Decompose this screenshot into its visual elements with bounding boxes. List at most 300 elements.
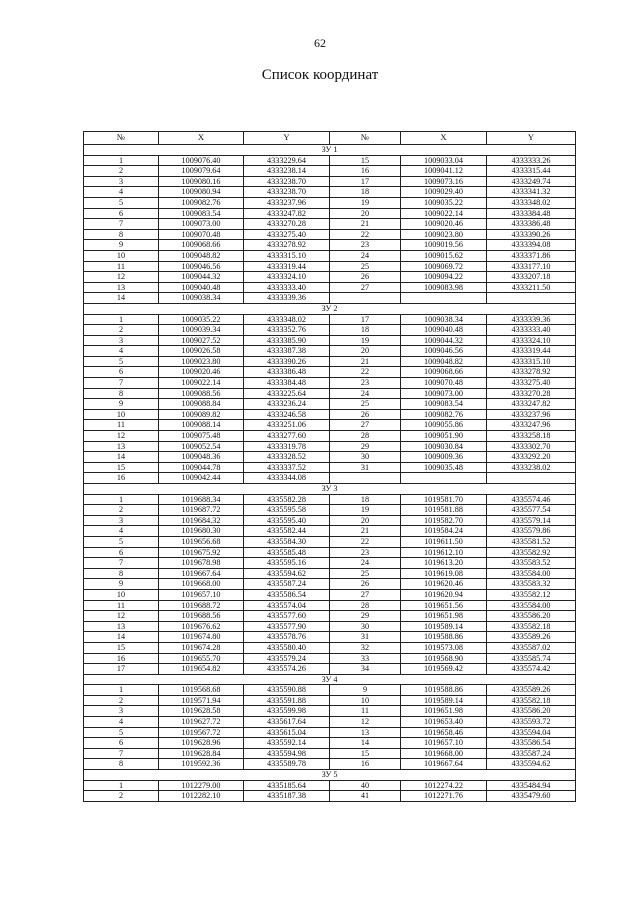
- table-row: [84, 473, 576, 484]
- y-left: 4333390.26: [244, 356, 330, 367]
- x-left: 1009088.14: [159, 420, 244, 431]
- y-left: 4333236.24: [244, 399, 330, 410]
- x-right: 1019651.56: [401, 600, 487, 611]
- y-left: 4333270.28: [244, 219, 330, 230]
- point-num-left: 11: [84, 420, 159, 431]
- table-row: [84, 272, 576, 283]
- x-left: 1019654.82: [159, 664, 244, 675]
- point-num-left: 7: [84, 219, 159, 230]
- coordinates-table: [83, 131, 576, 802]
- table-row: [84, 695, 576, 706]
- y-left: 4333275.40: [244, 229, 330, 240]
- x-right: 1019573.08: [401, 642, 487, 653]
- point-num-left: 9: [84, 399, 159, 410]
- y-left: 4333237.96: [244, 197, 330, 208]
- point-num-right: 26: [330, 579, 401, 590]
- y-right: 4335577.54: [487, 505, 576, 516]
- x-right: 1009083.98: [401, 282, 487, 293]
- y-left: 4333384.48: [244, 378, 330, 389]
- table-row: [84, 526, 576, 537]
- x-right: 1009069.72: [401, 261, 487, 272]
- y-right: 4335584.00: [487, 600, 576, 611]
- y-left: 4335585.48: [244, 547, 330, 558]
- table-row: [84, 229, 576, 240]
- y-right: 4333333.40: [487, 325, 576, 336]
- y-right: 4335587.24: [487, 748, 576, 759]
- x-right: 1019582.70: [401, 515, 487, 526]
- y-right: 4333211.50: [487, 282, 576, 293]
- x-left: 1019571.94: [159, 695, 244, 706]
- y-right: 4333384.48: [487, 208, 576, 219]
- y-left: 4335615.04: [244, 727, 330, 738]
- table-row: [84, 335, 576, 346]
- table-row: [84, 632, 576, 643]
- x-right: 1009044.32: [401, 335, 487, 346]
- x-left: 1009052.54: [159, 441, 244, 452]
- point-num-left: 13: [84, 441, 159, 452]
- table-row: [84, 325, 576, 336]
- table-row: [84, 282, 576, 293]
- y-left: 4333337.52: [244, 462, 330, 473]
- y-left: 4335617.64: [244, 717, 330, 728]
- x-right: 1009038.34: [401, 314, 487, 325]
- point-num-left: 11: [84, 600, 159, 611]
- y-right: 4333258.18: [487, 431, 576, 442]
- y-left: 4335577.90: [244, 621, 330, 632]
- table-row: [84, 197, 576, 208]
- x-left: 1009027.52: [159, 335, 244, 346]
- table-row: [84, 293, 576, 304]
- y-left: 4335574.04: [244, 600, 330, 611]
- point-num-left: 7: [84, 378, 159, 389]
- point-num-right: 14: [330, 738, 401, 749]
- x-left: 1009079.64: [159, 166, 244, 177]
- point-num-right: 30: [330, 621, 401, 632]
- point-num-left: 14: [84, 452, 159, 463]
- x-right: 1009035.48: [401, 462, 487, 473]
- table-row: [84, 388, 576, 399]
- y-left: 4335580.40: [244, 642, 330, 653]
- x-right: 1019611.50: [401, 536, 487, 547]
- point-num-right: 24: [330, 558, 401, 569]
- y-right: 4335587.02: [487, 642, 576, 653]
- x-right: 1019668.00: [401, 748, 487, 759]
- section-header-row: [84, 145, 576, 156]
- y-right: 4335579.86: [487, 526, 576, 537]
- y-right: 4335574.42: [487, 664, 576, 675]
- point-num-left: 2: [84, 791, 159, 802]
- x-left: 1009083.54: [159, 208, 244, 219]
- page-title: Список координат: [261, 67, 379, 83]
- y-left: 4335594.98: [244, 748, 330, 759]
- y-right: 4333302.70: [487, 441, 576, 452]
- y-left: 4335185.64: [244, 780, 330, 791]
- point-num-right: 20: [330, 346, 401, 357]
- x-left: 1019627.72: [159, 717, 244, 728]
- y-right: 4335594.04: [487, 727, 576, 738]
- point-num-right: 34: [330, 664, 401, 675]
- point-num-left: 1: [84, 780, 159, 791]
- table-row: [84, 791, 576, 802]
- section-header-row: [84, 484, 576, 495]
- x-right: 1019651.98: [401, 706, 487, 717]
- y-right: 4335581.52: [487, 536, 576, 547]
- table-row: [84, 536, 576, 547]
- table-row: [84, 176, 576, 187]
- point-num-left: 3: [84, 335, 159, 346]
- y-left: 4335595.58: [244, 505, 330, 516]
- point-num-right: [330, 473, 401, 484]
- x-right: 1009040.48: [401, 325, 487, 336]
- x-left: 1019674.80: [159, 632, 244, 643]
- table-row: [84, 378, 576, 389]
- point-num-right: 10: [330, 695, 401, 706]
- x-right: 1019589.14: [401, 695, 487, 706]
- table-row: [84, 600, 576, 611]
- x-right: 1009033.04: [401, 155, 487, 166]
- point-num-right: 32: [330, 642, 401, 653]
- x-left: 1019657.10: [159, 589, 244, 600]
- point-num-right: 23: [330, 240, 401, 251]
- table-row: [84, 166, 576, 177]
- point-num-left: 7: [84, 558, 159, 569]
- y-right: 4335586.54: [487, 738, 576, 749]
- x-left: 1019668.00: [159, 579, 244, 590]
- point-num-right: 23: [330, 547, 401, 558]
- table-row: [84, 748, 576, 759]
- y-right: 4333319.44: [487, 346, 576, 357]
- x-left: 1019687.72: [159, 505, 244, 516]
- x-right: 1019653.40: [401, 717, 487, 728]
- table-row: [84, 547, 576, 558]
- table-row: [84, 356, 576, 367]
- x-right: 1009070.48: [401, 378, 487, 389]
- x-right: 1009041.12: [401, 166, 487, 177]
- x-left: 1009026.58: [159, 346, 244, 357]
- table-row: [84, 452, 576, 463]
- point-num-left: 4: [84, 717, 159, 728]
- y-right: 4333238.02: [487, 462, 576, 473]
- table-header-row: [84, 132, 576, 145]
- table-row: [84, 621, 576, 632]
- y-right: 4335582.18: [487, 695, 576, 706]
- x-right: 1019581.70: [401, 494, 487, 505]
- header-num-left: №: [84, 132, 159, 145]
- x-left: 1009020.46: [159, 367, 244, 378]
- y-right: 4333386.48: [487, 219, 576, 230]
- x-left: 1019680.30: [159, 526, 244, 537]
- y-left: 4335587.24: [244, 579, 330, 590]
- table-row: [84, 727, 576, 738]
- point-num-right: 22: [330, 229, 401, 240]
- y-right: 4333292.20: [487, 452, 576, 463]
- y-right: 4333275.40: [487, 378, 576, 389]
- x-right: 1019612.10: [401, 547, 487, 558]
- x-right: 1019667.64: [401, 759, 487, 770]
- x-left: 1009068.66: [159, 240, 244, 251]
- table-row: [84, 250, 576, 261]
- y-right: 4333247.82: [487, 399, 576, 410]
- y-right: 4335585.74: [487, 653, 576, 664]
- table-row: [84, 589, 576, 600]
- table-row: [84, 759, 576, 770]
- x-left: 1009048.82: [159, 250, 244, 261]
- x-right: 1009082.76: [401, 409, 487, 420]
- point-num-right: 41: [330, 791, 401, 802]
- y-right: 4335584.00: [487, 568, 576, 579]
- x-left: 1019688.34: [159, 494, 244, 505]
- table-row: [84, 494, 576, 505]
- point-num-right: 11: [330, 706, 401, 717]
- point-num-right: 40: [330, 780, 401, 791]
- table-row: [84, 780, 576, 791]
- header-y-left: Y: [244, 132, 330, 145]
- point-num-right: 21: [330, 219, 401, 230]
- y-left: 4335577.60: [244, 611, 330, 622]
- x-right: 1019569.42: [401, 664, 487, 675]
- point-num-left: 13: [84, 621, 159, 632]
- y-left: 4333229.64: [244, 155, 330, 166]
- y-right: 4333333.26: [487, 155, 576, 166]
- section-label: ЗУ 3: [84, 484, 576, 495]
- y-right: 4335579.14: [487, 515, 576, 526]
- y-left: 4333324.10: [244, 272, 330, 283]
- x-left: 1009035.22: [159, 314, 244, 325]
- point-num-left: 10: [84, 250, 159, 261]
- x-left: 1009044.32: [159, 272, 244, 283]
- table-row: [84, 187, 576, 198]
- y-left: 4335595.40: [244, 515, 330, 526]
- y-left: 4333246.58: [244, 409, 330, 420]
- x-left: 1012279.00: [159, 780, 244, 791]
- section-label: ЗУ 2: [84, 303, 576, 314]
- point-num-left: 1: [84, 494, 159, 505]
- point-num-right: 31: [330, 632, 401, 643]
- point-num-left: 17: [84, 664, 159, 675]
- point-num-left: 14: [84, 632, 159, 643]
- y-left: 4333319.44: [244, 261, 330, 272]
- header-y-right: Y: [487, 132, 576, 145]
- x-right: [401, 473, 487, 484]
- point-num-right: 27: [330, 420, 401, 431]
- x-right: 1009068.66: [401, 367, 487, 378]
- y-left: 4335586.54: [244, 589, 330, 600]
- x-left: 1019688.72: [159, 600, 244, 611]
- x-right: 1019589.14: [401, 621, 487, 632]
- x-right: 1019568.90: [401, 653, 487, 664]
- table-row: [84, 568, 576, 579]
- point-num-left: 8: [84, 229, 159, 240]
- point-num-left: 15: [84, 462, 159, 473]
- y-right: [487, 293, 576, 304]
- point-num-right: 16: [330, 759, 401, 770]
- x-right: 1012274.22: [401, 780, 487, 791]
- point-num-right: 27: [330, 589, 401, 600]
- y-left: 4335187.38: [244, 791, 330, 802]
- x-right: 1009030.84: [401, 441, 487, 452]
- table-row: [84, 653, 576, 664]
- point-num-right: 26: [330, 272, 401, 283]
- x-right: 1019581.88: [401, 505, 487, 516]
- point-num-left: 6: [84, 367, 159, 378]
- point-num-right: 13: [330, 727, 401, 738]
- point-num-left: 1: [84, 155, 159, 166]
- y-right: 4333341.32: [487, 187, 576, 198]
- point-num-right: 28: [330, 600, 401, 611]
- x-left: 1009088.84: [159, 399, 244, 410]
- x-right: 1009051.90: [401, 431, 487, 442]
- y-right: 4335582.92: [487, 547, 576, 558]
- point-num-left: 15: [84, 642, 159, 653]
- point-num-right: 17: [330, 314, 401, 325]
- point-num-right: 20: [330, 208, 401, 219]
- table-row: [84, 219, 576, 230]
- y-right: [487, 473, 576, 484]
- y-right: 4333247.96: [487, 420, 576, 431]
- x-left: 1009048.36: [159, 452, 244, 463]
- x-right: 1019588.86: [401, 685, 487, 696]
- y-left: 4333225.64: [244, 388, 330, 399]
- point-num-right: 16: [330, 166, 401, 177]
- point-num-right: 21: [330, 356, 401, 367]
- y-right: 4335479.60: [487, 791, 576, 802]
- header-x-right: X: [401, 132, 487, 145]
- y-left: 4335582.28: [244, 494, 330, 505]
- point-num-right: 24: [330, 388, 401, 399]
- x-right: 1009029.40: [401, 187, 487, 198]
- y-left: 4335579.24: [244, 653, 330, 664]
- table-row: [84, 515, 576, 526]
- point-num-left: 9: [84, 240, 159, 251]
- y-left: 4333348.02: [244, 314, 330, 325]
- x-left: 1012282.10: [159, 791, 244, 802]
- x-right: 1019613.20: [401, 558, 487, 569]
- y-right: 4333339.36: [487, 314, 576, 325]
- point-num-left: 4: [84, 526, 159, 537]
- x-left: 1009046.56: [159, 261, 244, 272]
- x-right: 1009073.16: [401, 176, 487, 187]
- y-right: 4333390.26: [487, 229, 576, 240]
- point-num-right: 25: [330, 568, 401, 579]
- y-right: 4335583.32: [487, 579, 576, 590]
- point-num-left: 1: [84, 685, 159, 696]
- y-right: 4335586.20: [487, 706, 576, 717]
- x-left: 1019688.56: [159, 611, 244, 622]
- x-left: 1019567.72: [159, 727, 244, 738]
- page-number: 62: [314, 36, 326, 50]
- y-left: 4335599.98: [244, 706, 330, 717]
- point-num-left: 5: [84, 536, 159, 547]
- section-header-row: [84, 770, 576, 781]
- y-left: 4333328.52: [244, 452, 330, 463]
- point-num-left: 2: [84, 505, 159, 516]
- x-right: 1019584.24: [401, 526, 487, 537]
- x-left: 1009039.34: [159, 325, 244, 336]
- table-row: [84, 505, 576, 516]
- y-right: 4333278.92: [487, 367, 576, 378]
- table-row: [84, 314, 576, 325]
- x-left: 1019676.62: [159, 621, 244, 632]
- x-left: 1009038.34: [159, 293, 244, 304]
- y-right: 4335589.26: [487, 632, 576, 643]
- point-num-right: 22: [330, 536, 401, 547]
- x-right: 1009009.36: [401, 452, 487, 463]
- point-num-left: 9: [84, 579, 159, 590]
- x-left: 1009080.16: [159, 176, 244, 187]
- x-right: 1019651.98: [401, 611, 487, 622]
- table-row: [84, 431, 576, 442]
- point-num-left: 3: [84, 176, 159, 187]
- x-right: 1009083.54: [401, 399, 487, 410]
- table-row: [84, 261, 576, 272]
- y-right: 4335582.18: [487, 621, 576, 632]
- table-row: [84, 462, 576, 473]
- y-right: 4335589.26: [487, 685, 576, 696]
- table-row: [84, 664, 576, 675]
- x-left: 1009070.48: [159, 229, 244, 240]
- y-left: 4333238.70: [244, 176, 330, 187]
- section-label: ЗУ 4: [84, 674, 576, 685]
- point-num-right: 12: [330, 717, 401, 728]
- point-num-right: 20: [330, 515, 401, 526]
- point-num-right: [330, 293, 401, 304]
- x-left: 1009073.00: [159, 219, 244, 230]
- table-row: [84, 611, 576, 622]
- x-right: 1009094.22: [401, 272, 487, 283]
- point-num-left: 6: [84, 738, 159, 749]
- x-left: 1019628.96: [159, 738, 244, 749]
- x-left: 1019628.58: [159, 706, 244, 717]
- section-header-row: [84, 303, 576, 314]
- point-num-left: 2: [84, 166, 159, 177]
- y-left: 4333385.90: [244, 335, 330, 346]
- y-right: 4335582.12: [487, 589, 576, 600]
- y-left: 4335595.16: [244, 558, 330, 569]
- y-right: 4333249.74: [487, 176, 576, 187]
- point-num-right: 25: [330, 399, 401, 410]
- point-num-right: 15: [330, 155, 401, 166]
- point-num-left: 1: [84, 314, 159, 325]
- point-num-right: 27: [330, 282, 401, 293]
- y-right: 4333371.86: [487, 250, 576, 261]
- point-num-left: 5: [84, 727, 159, 738]
- y-left: 4335591.88: [244, 695, 330, 706]
- point-num-left: 8: [84, 759, 159, 770]
- table-row: [84, 441, 576, 452]
- x-right: 1009023.80: [401, 229, 487, 240]
- x-right: 1009055.86: [401, 420, 487, 431]
- y-right: 4333315.10: [487, 356, 576, 367]
- x-right: 1009020.46: [401, 219, 487, 230]
- x-left: 1009089.82: [159, 409, 244, 420]
- point-num-left: 6: [84, 208, 159, 219]
- x-left: 1009044.78: [159, 462, 244, 473]
- y-right: 4333237.96: [487, 409, 576, 420]
- x-right: [401, 293, 487, 304]
- table-row: [84, 717, 576, 728]
- header-x-left: X: [159, 132, 244, 145]
- y-left: 4335594.62: [244, 568, 330, 579]
- y-right: 4333394.08: [487, 240, 576, 251]
- y-left: 4333333.40: [244, 282, 330, 293]
- x-right: 1019658.46: [401, 727, 487, 738]
- table-row: [84, 579, 576, 590]
- table-row: [84, 399, 576, 410]
- section-label: ЗУ 1: [84, 145, 576, 156]
- y-left: 4333339.36: [244, 293, 330, 304]
- table-row: [84, 685, 576, 696]
- y-left: 4335584.30: [244, 536, 330, 547]
